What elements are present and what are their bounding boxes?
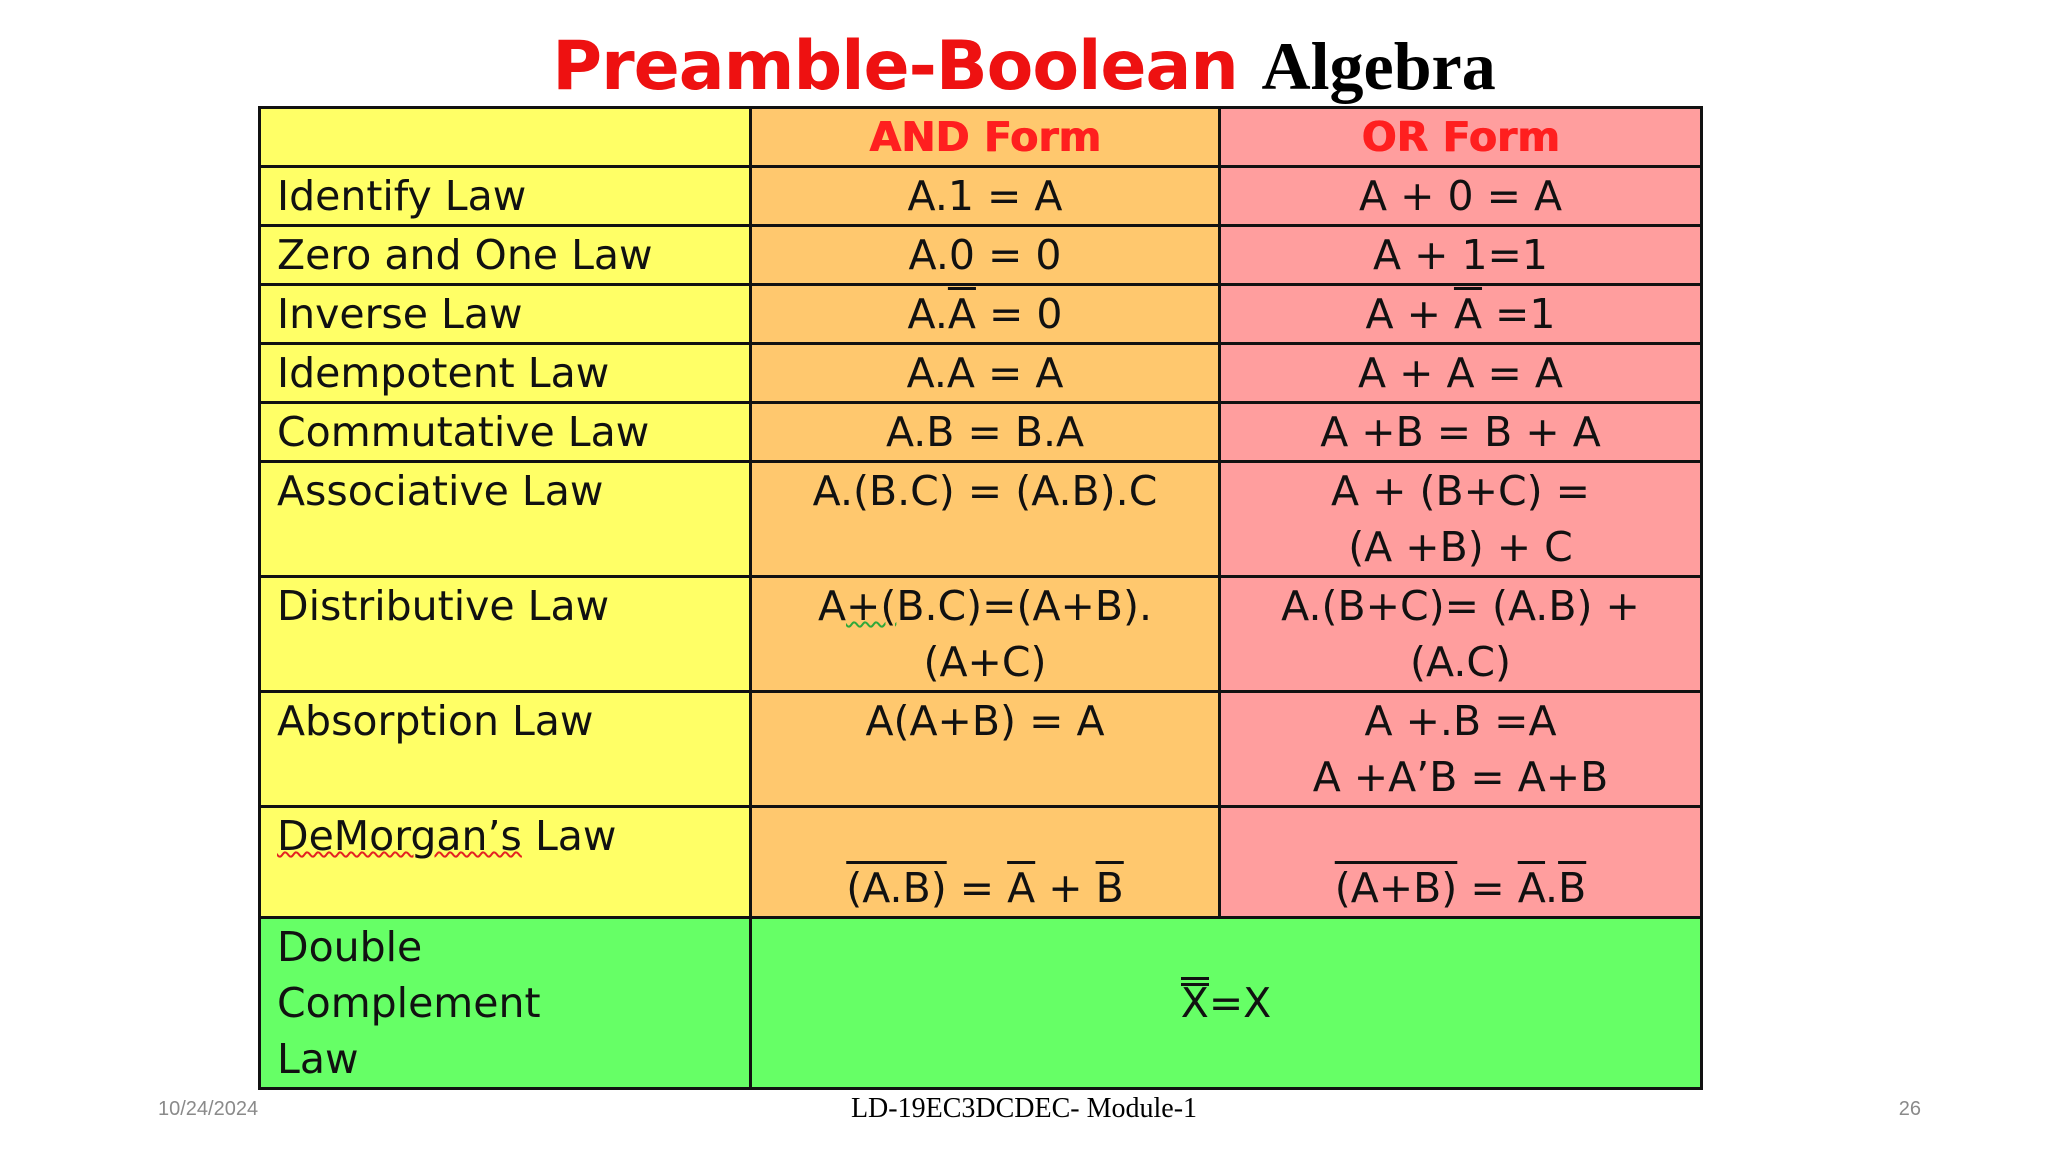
or-expression [1220, 462, 1702, 577]
or-expr-complement: $\overline{A}$ [1453, 290, 1483, 338]
law-name: Identify Law [260, 167, 751, 226]
and-expr-complement: $\overline{A}$ [947, 290, 976, 338]
header-and-cell [751, 108, 1220, 167]
law-line-2: Complement [277, 979, 541, 1027]
double-complement-expression [751, 918, 1702, 1089]
and-expr-line-2: (A+C) [923, 638, 1047, 686]
law-name: Idempotent Law [260, 344, 751, 403]
and-expr-pre: A. [907, 290, 948, 338]
or-expression: A + A = A [1220, 344, 1702, 403]
footer-course-code: LD-19EC3DCDEC- Module-1 [850, 1093, 1198, 1124]
and-expression: A.0 = 0 [751, 226, 1220, 285]
table-row-associative [260, 462, 1702, 577]
boolean-laws-table [258, 106, 1703, 1090]
law-name [260, 807, 751, 918]
and-expr-bar-1: (A.B) [846, 864, 947, 912]
and-expression: A.A = A [751, 344, 1220, 403]
or-expr-line-1: A + (B+C) = [1331, 467, 1590, 515]
or-expr-line-2: (A +B) + C [1348, 523, 1573, 571]
or-expr-bar-1: (A+B) [1334, 864, 1458, 912]
and-expression: A.1 = A [751, 167, 1220, 226]
and-expr-rest: B.C)=(A+B). [896, 582, 1153, 630]
footer-date: 10/24/2024 [158, 1098, 259, 1120]
table-header-row [260, 108, 1702, 167]
or-expression: A + 1=1 [1220, 226, 1702, 285]
table-row-absorption [260, 692, 1702, 807]
table-row-zero-one [260, 226, 1702, 285]
or-expr-post: =1 [1482, 290, 1556, 338]
and-expr-line-1 [752, 578, 1218, 634]
and-expression [751, 577, 1220, 692]
table-row-demorgan [260, 807, 1702, 918]
table-row-inverse [260, 285, 1702, 344]
table-row-distributive [260, 577, 1702, 692]
or-expression [1220, 807, 1702, 918]
law-name: Associative Law [260, 462, 751, 577]
or-expression: A + 0 = A [1220, 167, 1702, 226]
and-expr-post: = 0 [975, 290, 1063, 338]
law-line-1: Double [277, 923, 423, 971]
header-empty-cell [260, 108, 751, 167]
law-word: Law [521, 812, 617, 860]
or-expr-eq: = [1457, 864, 1518, 912]
law-name: Absorption Law [260, 692, 751, 807]
slide-number: 26 [1898, 1098, 1921, 1120]
table-row-double-complement [260, 918, 1702, 1089]
law-name: Distributive Law [260, 577, 751, 692]
or-expression [1220, 285, 1702, 344]
and-expr-plus: + [1035, 864, 1096, 912]
or-expr-line-2: A +A’B = A+B [1312, 753, 1609, 801]
and-form-header: AND Form [869, 113, 1101, 161]
header-or-cell [1220, 108, 1702, 167]
or-expr-pre: A + [1365, 290, 1454, 338]
title-part-1: Preamble-Boolean [552, 27, 1238, 106]
law-name: Inverse Law [260, 285, 751, 344]
double-bar-x: X [1181, 975, 1209, 1031]
or-expression: A +B = B + A [1220, 403, 1702, 462]
law-name: Commutative Law [260, 403, 751, 462]
or-expression [1220, 692, 1702, 807]
and-expr-a: A [817, 582, 846, 630]
law-name: Zero and One Law [260, 226, 751, 285]
or-expression [1220, 577, 1702, 692]
or-expr-dot: . [1545, 864, 1559, 912]
and-expr-bar-3: $\overline{B}$ [1095, 864, 1124, 912]
or-form-header: OR Form [1361, 113, 1560, 161]
or-expr-line-1: A.(B+C)= (A.B) + [1281, 582, 1640, 630]
and-expr-eq: = [946, 864, 1008, 912]
and-expression [751, 807, 1220, 918]
and-expr-plus-paren: +( [846, 582, 897, 630]
or-expr-line-1: A +.B =A [1364, 697, 1557, 745]
slide-title [0, 22, 2048, 111]
and-expression: A.B = B.A [751, 403, 1220, 462]
and-expression [751, 285, 1220, 344]
table-row-idempotent [260, 344, 1702, 403]
law-name [260, 918, 751, 1089]
or-expr-bar-2: $\overline{A}$ [1517, 864, 1546, 912]
demorgan-name: DeMorgan’s [277, 812, 522, 860]
or-expr-bar-3: $\overline{B}$ [1558, 864, 1587, 912]
title-part-2: Algebra [1261, 28, 1496, 104]
double-expr-rest: =X [1208, 979, 1272, 1027]
and-expression: A.(B.C) = (A.B).C [751, 462, 1220, 577]
table-row-identify [260, 167, 1702, 226]
or-expr-line-2: (A.C) [1410, 638, 1511, 686]
table-row-commutative [260, 403, 1702, 462]
and-expression: A(A+B) = A [751, 692, 1220, 807]
and-expr-bar-2: $\overline{A}$ [1007, 864, 1036, 912]
law-line-3: Law [277, 1035, 359, 1083]
